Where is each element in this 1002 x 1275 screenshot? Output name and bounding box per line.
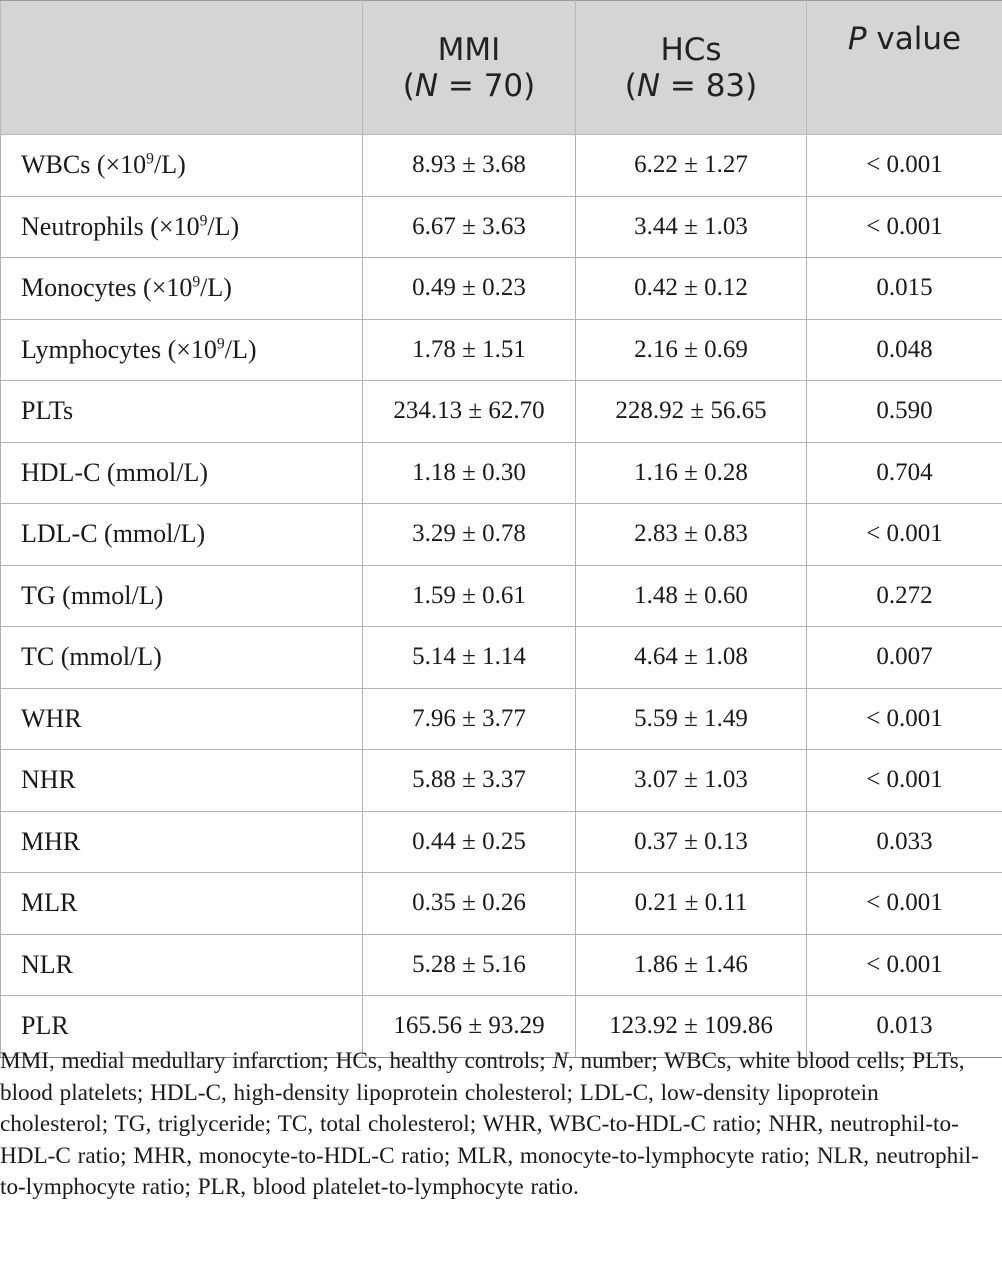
hcs-value: 2.16 ± 0.69 — [576, 319, 807, 381]
header-row — [1, 1, 1002, 135]
p-value: < 0.001 — [807, 750, 1002, 812]
row-label: Neutrophils $(\times 10^9/L)$ — [1, 196, 363, 258]
p-value: 0.704 — [807, 442, 1002, 504]
p-value: 0.033 — [807, 811, 1002, 873]
hcs-value: 2.83 ± 0.83 — [576, 504, 807, 566]
table-row — [1, 319, 1002, 381]
header-hcs — [576, 1, 807, 135]
row-label: NHR — [1, 750, 363, 812]
row-label: MHR — [1, 811, 363, 873]
table-row — [1, 934, 1002, 996]
header-mmi-line2: (N = 70) — [402, 67, 536, 104]
header-p-value: P value — [807, 1, 1002, 135]
mmi-value: 165.56 ± 93.29 — [363, 996, 576, 1058]
table-row — [1, 381, 1002, 443]
hcs-value: 4.64 ± 1.08 — [576, 627, 807, 689]
table-row — [1, 196, 1002, 258]
row-label: LDL-C (mmol/L) — [1, 504, 363, 566]
header-hcs-line1: HCs — [660, 31, 722, 68]
table-footnote: MMI, medial medullary infarction; HCs, healthy controls; N, number; WBCs, white blood cells; PLTs, blood platelets; HDL-C, high-density lipoprotein cholesterol; LDL-C, low-density lipoprotein cholesterol; TG, triglyceride; TC, total cholesterol; WHR, WBC-to-HDL-C ratio; NHR, neutrophil-to-HDL-C ratio; MHR, monocyte-to-HDL-C ratio; MLR, monocyte-to-lymphocyte ratio; NLR, neutrophil-to-lymphocyte ratio; PLR, blood platelet-to-lymphocyte ratio. — [0, 1048, 979, 1200]
mmi-value: 1.59 ± 0.61 — [363, 565, 576, 627]
hcs-value: 0.42 ± 0.12 — [576, 258, 807, 320]
hcs-value: 1.48 ± 0.60 — [576, 565, 807, 627]
hcs-value: 1.86 ± 1.46 — [576, 934, 807, 996]
table-row — [1, 565, 1002, 627]
row-label: Monocytes $(\times 10^9/L)$ — [1, 258, 363, 320]
p-value: 0.013 — [807, 996, 1002, 1058]
row-label: WBCs $(\times 10^9/L)$ — [1, 135, 363, 197]
row-label: WHR — [1, 688, 363, 750]
mmi-value: 7.96 ± 3.77 — [363, 688, 576, 750]
row-label: PLR — [1, 996, 363, 1058]
hcs-value: 0.37 ± 0.13 — [576, 811, 807, 873]
hcs-value: 3.44 ± 1.03 — [576, 196, 807, 258]
hcs-value: 5.59 ± 1.49 — [576, 688, 807, 750]
mmi-value: 234.13 ± 62.70 — [363, 381, 576, 443]
mmi-value: 1.78 ± 1.51 — [363, 319, 576, 381]
header-empty-cell — [1, 1, 363, 135]
table-row — [1, 688, 1002, 750]
mmi-value: 5.28 ± 5.16 — [363, 934, 576, 996]
hcs-value: 1.16 ± 0.28 — [576, 442, 807, 504]
mmi-value: 3.29 ± 0.78 — [363, 504, 576, 566]
row-label: HDL-C (mmol/L) — [1, 442, 363, 504]
p-value: 0.048 — [807, 319, 1002, 381]
row-label: NLR — [1, 934, 363, 996]
mmi-value: 5.14 ± 1.14 — [363, 627, 576, 689]
hcs-value: 3.07 ± 1.03 — [576, 750, 807, 812]
mmi-value: 8.93 ± 3.68 — [363, 135, 576, 197]
header-mmi — [363, 1, 576, 135]
header-hcs-line2: (N = 83) — [624, 67, 758, 104]
mmi-value: 0.35 ± 0.26 — [363, 873, 576, 935]
row-label: TC (mmol/L) — [1, 627, 363, 689]
table-row — [1, 258, 1002, 320]
hcs-value: 228.92 ± 56.65 — [576, 381, 807, 443]
table-row — [1, 873, 1002, 935]
row-label: TG (mmol/L) — [1, 565, 363, 627]
p-value: < 0.001 — [807, 688, 1002, 750]
mmi-value: 6.67 ± 3.63 — [363, 196, 576, 258]
table-row — [1, 504, 1002, 566]
p-value: 0.015 — [807, 258, 1002, 320]
p-value: 0.590 — [807, 381, 1002, 443]
p-value: 0.272 — [807, 565, 1002, 627]
row-label: MLR — [1, 873, 363, 935]
mmi-value: 0.44 ± 0.25 — [363, 811, 576, 873]
row-label: PLTs — [1, 381, 363, 443]
p-value: < 0.001 — [807, 504, 1002, 566]
row-label: Lymphocytes $(\times 10^9/L)$ — [1, 319, 363, 381]
table-row — [1, 811, 1002, 873]
table-row — [1, 442, 1002, 504]
table-row — [1, 750, 1002, 812]
p-value: < 0.001 — [807, 873, 1002, 935]
hcs-value: 123.92 ± 109.86 — [576, 996, 807, 1058]
p-value: < 0.001 — [807, 196, 1002, 258]
p-value: < 0.001 — [807, 135, 1002, 197]
mmi-value: 0.49 ± 0.23 — [363, 258, 576, 320]
p-value: 0.007 — [807, 627, 1002, 689]
hcs-value: 6.22 ± 1.27 — [576, 135, 807, 197]
table-row — [1, 135, 1002, 197]
table-row — [1, 627, 1002, 689]
header-mmi-line1: MMI — [437, 31, 501, 68]
p-value: < 0.001 — [807, 934, 1002, 996]
hcs-value: 0.21 ± 0.11 — [576, 873, 807, 935]
mmi-value: 5.88 ± 3.37 — [363, 750, 576, 812]
mmi-value: 1.18 ± 0.30 — [363, 442, 576, 504]
